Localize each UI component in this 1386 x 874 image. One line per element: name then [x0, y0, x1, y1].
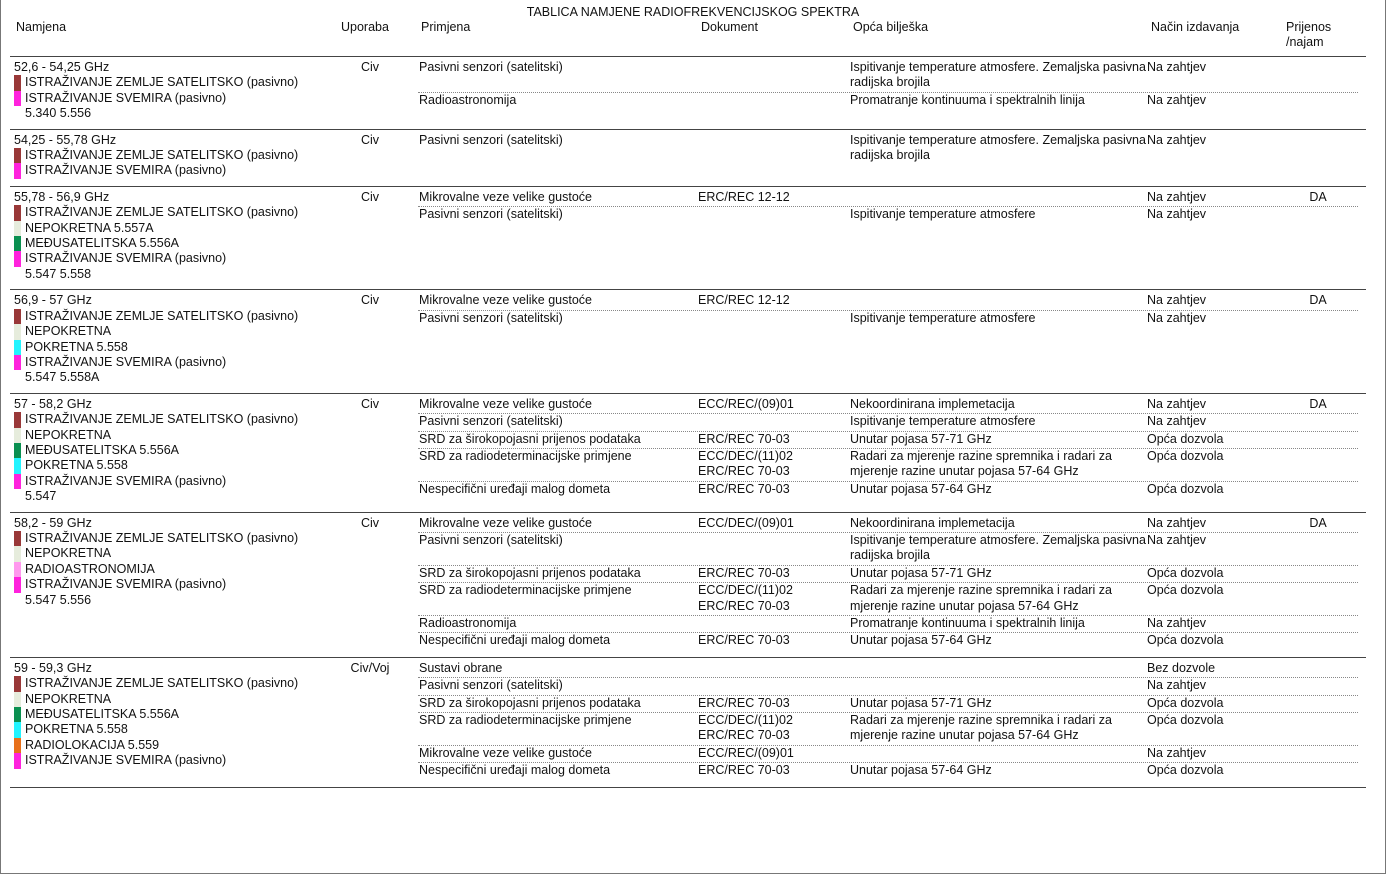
uporaba-value: Civ — [360, 189, 380, 204]
service-label: ISTRAŽIVANJE SVEMIRA (pasivno) — [25, 354, 227, 369]
application-row — [418, 533, 1358, 566]
primjena-cell: Nespecifični uređaji malog dometa — [419, 481, 611, 496]
application-row — [418, 661, 1358, 678]
application-row — [418, 449, 1358, 482]
prijenos-cell — [1285, 661, 1351, 676]
namjena-cell — [10, 293, 408, 385]
service-label: ISTRAŽIVANJE SVEMIRA (pasivno) — [25, 473, 227, 488]
primjena-cell: SRD za širokopojasni prijenos podataka — [419, 565, 641, 580]
biljeska-cell: Ispitivanje temperature atmosfere — [850, 207, 1036, 222]
service-label: ISTRAŽIVANJE ZEMLJE SATELITSKO (pasivno) — [25, 308, 299, 323]
dokument-cell — [698, 616, 850, 631]
service-item — [10, 221, 408, 236]
service-item — [10, 75, 408, 90]
service-label: RADIOASTRONOMIJA — [25, 561, 155, 576]
service-color-swatch — [14, 676, 21, 691]
primjena-cell: Pasivni senzori (satelitski) — [419, 310, 563, 325]
footnote-refs: 5.547 5.558 — [25, 266, 92, 281]
dokument-cell: ERC/REC 70-03 — [698, 633, 790, 648]
header-namjena: Namjena — [16, 20, 67, 34]
application-rows — [418, 661, 1358, 780]
prijenos-cell — [1285, 60, 1351, 91]
service-color-swatch — [14, 753, 21, 768]
application-rows — [418, 516, 1358, 650]
primjena-cell: Pasivni senzori (satelitski) — [419, 532, 563, 547]
prijenos-cell — [1285, 533, 1351, 564]
biljeska-cell: Radari za mjerenje razine spremnika i radari za mjerenje razine unutar pojasa 57-64 GHz — [850, 713, 1112, 743]
service-item — [10, 562, 408, 577]
nacin-izdavanja-cell: Na zahtjev — [1147, 678, 1207, 693]
service-item — [10, 412, 408, 427]
service-color-swatch — [14, 251, 21, 266]
allocation-table — [10, 57, 1366, 788]
primjena-cell: SRD za širokopojasni prijenos podataka — [419, 431, 641, 446]
biljeska-cell: Ispitivanje temperature atmosfere — [850, 310, 1036, 325]
dokument-cell: ECC/DEC/(11)02 ERC/REC 70-03 — [698, 713, 793, 743]
service-color-swatch — [14, 562, 21, 577]
nacin-izdavanja-cell: Opća dozvola — [1147, 633, 1224, 648]
biljeska-cell: Ispitivanje temperature atmosfere. Zemaljska pasivna radijska brojila — [850, 532, 1146, 563]
nacin-izdavanja-cell: Opća dozvola — [1147, 481, 1224, 496]
application-row — [418, 414, 1358, 431]
nacin-izdavanja-cell: Na zahtjev — [1147, 745, 1207, 760]
application-rows — [418, 293, 1358, 385]
dokument-cell — [698, 678, 850, 693]
dokument-cell: ECC/REC/(09)01 — [698, 396, 794, 411]
primjena-cell: Pasivni senzori (satelitski) — [419, 678, 563, 693]
primjena-cell: Mikrovalne veze velike gustoće — [419, 745, 592, 760]
service-label: ISTRAŽIVANJE SVEMIRA (pasivno) — [25, 753, 227, 768]
band-group — [10, 130, 1366, 187]
biljeska-cell: Unutar pojasa 57-64 GHz — [850, 481, 992, 496]
primjena-cell: Mikrovalne veze velike gustoće — [419, 293, 592, 308]
service-item — [10, 474, 408, 489]
header-opca-biljeska: Opća bilješka — [853, 20, 929, 34]
primjena-cell: SRD za širokopojasni prijenos podataka — [419, 695, 641, 710]
frequency-band: 52,6 - 54,25 GHz — [14, 60, 110, 74]
band-group — [10, 290, 1366, 393]
service-color-swatch — [14, 221, 21, 236]
prijenos-cell — [1285, 432, 1351, 447]
service-color-swatch — [14, 443, 21, 458]
service-item — [10, 205, 408, 220]
service-color-swatch — [14, 474, 21, 489]
band-group — [10, 57, 1366, 130]
application-row — [418, 397, 1358, 414]
primjena-cell: Nespecifični uređaji malog dometa — [419, 763, 611, 778]
service-color-swatch — [14, 148, 21, 163]
uporaba-value: Civ — [360, 60, 380, 74]
service-color-swatch — [14, 324, 21, 339]
primjena-cell: SRD za radiodeterminacijske primjene — [419, 583, 632, 598]
biljeska-cell: Ispitivanje temperature atmosfere — [850, 414, 1036, 429]
frequency-band: 55,78 - 56,9 GHz — [14, 189, 110, 204]
frequency-band: 54,25 - 55,78 GHz — [14, 132, 117, 147]
application-rows — [418, 190, 1358, 282]
biljeska-cell — [850, 746, 1147, 761]
service-item — [10, 355, 408, 370]
service-color-swatch — [14, 577, 21, 592]
application-row — [418, 696, 1358, 713]
application-row — [418, 633, 1358, 649]
dokument-cell — [698, 311, 850, 326]
service-label: ISTRAŽIVANJE ZEMLJE SATELITSKO (pasivno) — [25, 676, 299, 691]
prijenos-cell — [1285, 207, 1351, 222]
service-item — [10, 676, 408, 691]
service-item — [10, 577, 408, 592]
service-label: NEPOKRETNA — [25, 546, 112, 561]
prijenos-cell — [1285, 633, 1351, 648]
prijenos-cell: DA — [1309, 515, 1327, 530]
dokument-cell: ERC/REC 70-03 — [698, 565, 790, 580]
nacin-izdavanja-cell: Na zahtjev — [1147, 60, 1207, 74]
band-group — [10, 394, 1366, 513]
service-label: POKRETNA 5.558 — [25, 339, 128, 354]
nacin-izdavanja-cell: Na zahtjev — [1147, 532, 1207, 547]
service-label: ISTRAŽIVANJE SVEMIRA (pasivno) — [25, 163, 227, 178]
service-color-swatch — [14, 707, 21, 722]
service-item — [10, 91, 408, 106]
service-label: NEPOKRETNA — [25, 427, 112, 442]
prijenos-cell: DA — [1309, 189, 1327, 204]
biljeska-cell — [850, 190, 1147, 205]
prijenos-cell — [1285, 566, 1351, 581]
prijenos-cell — [1285, 93, 1351, 108]
prijenos-cell — [1285, 311, 1351, 326]
application-rows — [418, 60, 1358, 122]
header-prijenos-najam: Prijenos /najam — [1286, 20, 1332, 49]
prijenos-cell — [1285, 763, 1351, 778]
application-row — [418, 293, 1358, 310]
service-label: POKRETNA 5.558 — [25, 722, 128, 737]
service-color-swatch — [14, 309, 21, 324]
dokument-cell — [698, 661, 850, 676]
biljeska-cell: Unutar pojasa 57-71 GHz — [850, 431, 992, 446]
service-item — [10, 443, 408, 458]
dokument-cell: ERC/REC 12-12 — [698, 293, 790, 308]
service-item — [10, 458, 408, 473]
uporaba-value: Civ — [360, 515, 380, 530]
dokument-cell — [698, 133, 850, 164]
primjena-cell: Radioastronomija — [419, 92, 517, 107]
uporaba-value: Civ — [360, 293, 380, 308]
service-item — [10, 148, 408, 163]
application-row — [418, 746, 1358, 763]
biljeska-cell: Ispitivanje temperature atmosfere. Zemaljska pasivna radijska brojila — [850, 60, 1146, 90]
biljeska-cell: Unutar pojasa 57-64 GHz — [850, 763, 992, 778]
biljeska-cell: Unutar pojasa 57-71 GHz — [850, 695, 992, 710]
service-item — [10, 753, 408, 768]
application-row — [418, 763, 1358, 779]
namjena-cell — [10, 60, 408, 122]
namjena-cell — [10, 516, 408, 650]
service-color-swatch — [14, 236, 21, 251]
biljeska-cell: Radari za mjerenje razine spremnika i radari za mjerenje razine unutar pojasa 57-64 GHz — [850, 583, 1112, 613]
service-item — [10, 531, 408, 546]
application-row — [418, 678, 1358, 695]
prijenos-cell — [1285, 616, 1351, 631]
band-group — [10, 513, 1366, 658]
service-label: ISTRAŽIVANJE ZEMLJE SATELITSKO (pasivno) — [25, 205, 299, 220]
namjena-cell — [10, 190, 408, 282]
service-color-swatch — [14, 412, 21, 427]
primjena-cell: Radioastronomija — [419, 616, 517, 630]
nacin-izdavanja-cell: Opća dozvola — [1147, 713, 1224, 728]
dokument-cell — [698, 93, 850, 108]
nacin-izdavanja-cell: Opća dozvola — [1147, 763, 1224, 778]
footnote-refs: 5.547 5.558A — [25, 370, 100, 385]
dokument-cell: ECC/REC/(09)01 — [698, 745, 794, 760]
nacin-izdavanja-cell: Opća dozvola — [1147, 565, 1224, 580]
service-item — [10, 251, 408, 266]
prijenos-cell — [1285, 414, 1351, 429]
application-row — [418, 516, 1358, 533]
prijenos-cell — [1285, 133, 1351, 164]
namjena-cell — [10, 661, 408, 780]
nacin-izdavanja-cell: Na zahtjev — [1147, 189, 1207, 204]
prijenos-cell — [1285, 449, 1351, 480]
service-label: ISTRAŽIVANJE SVEMIRA (pasivno) — [25, 577, 227, 592]
biljeska-cell: Ispitivanje temperature atmosfere. Zemaljska pasivna radijska brojila — [850, 132, 1146, 163]
biljeska-cell: Unutar pojasa 57-71 GHz — [850, 565, 992, 580]
primjena-cell: Nespecifični uređaji malog dometa — [419, 633, 611, 648]
application-row — [418, 190, 1358, 207]
biljeska-cell — [850, 678, 1147, 693]
nacin-izdavanja-cell: Opća dozvola — [1147, 448, 1224, 463]
service-label: ISTRAŽIVANJE SVEMIRA (pasivno) — [25, 90, 227, 105]
uporaba-value: Civ — [360, 396, 380, 411]
biljeska-cell: Nekoordinirana implemetacija — [850, 396, 1015, 411]
primjena-cell: Pasivni senzori (satelitski) — [419, 132, 563, 147]
service-label: NEPOKRETNA 5.557A — [25, 220, 154, 235]
dokument-cell: ERC/REC 70-03 — [698, 481, 790, 496]
dokument-cell: ERC/REC 70-03 — [698, 695, 790, 710]
service-label: MEĐUSATELITSKA 5.556A — [25, 236, 179, 251]
service-item — [10, 738, 408, 753]
service-color-swatch — [14, 458, 21, 473]
application-row — [418, 60, 1358, 93]
nacin-izdavanja-cell: Na zahtjev — [1147, 207, 1207, 222]
biljeska-cell: Promatranje kontinuuma i spektralnih linija — [850, 92, 1085, 107]
biljeska-cell: Unutar pojasa 57-64 GHz — [850, 633, 992, 648]
service-color-swatch — [14, 163, 21, 178]
nacin-izdavanja-cell: Na zahtjev — [1147, 310, 1207, 325]
dokument-cell — [698, 60, 850, 91]
dokument-cell: ERC/REC 70-03 — [698, 431, 790, 446]
service-label: MEĐUSATELITSKA 5.556A — [25, 707, 179, 722]
biljeska-cell: Nekoordinirana implemetacija — [850, 515, 1015, 530]
application-row — [418, 207, 1358, 223]
biljeska-cell: Radari za mjerenje razine spremnika i radari za mjerenje razine unutar pojasa 57-64 GHz — [850, 448, 1112, 479]
service-label: ISTRAŽIVANJE SVEMIRA (pasivno) — [25, 251, 227, 266]
service-color-swatch — [14, 91, 21, 106]
prijenos-cell: DA — [1309, 293, 1327, 308]
service-item — [10, 707, 408, 722]
application-row — [418, 133, 1358, 165]
biljeska-cell — [850, 293, 1147, 308]
header-primjena: Primjena — [421, 20, 471, 34]
service-label: MEĐUSATELITSKA 5.556A — [25, 442, 179, 457]
service-color-swatch — [14, 692, 21, 707]
service-item — [10, 163, 408, 178]
frequency-band: 58,2 - 59 GHz — [14, 515, 92, 530]
prijenos-cell: DA — [1309, 396, 1327, 411]
service-color-swatch — [14, 546, 21, 561]
service-item — [10, 309, 408, 324]
nacin-izdavanja-cell: Opća dozvola — [1147, 583, 1224, 598]
band-group — [10, 658, 1366, 788]
header-dokument: Dokument — [701, 20, 758, 34]
prijenos-cell — [1285, 713, 1351, 744]
nacin-izdavanja-cell: Na zahtjev — [1147, 616, 1207, 630]
primjena-cell: SRD za radiodeterminacijske primjene — [419, 713, 632, 728]
primjena-cell: Pasivni senzori (satelitski) — [419, 414, 563, 429]
application-row — [418, 93, 1358, 109]
header-uporaba: Uporaba — [341, 20, 389, 34]
dokument-cell: ERC/REC 70-03 — [698, 763, 790, 778]
band-group — [10, 187, 1366, 290]
dokument-cell: ECC/DEC/(11)02 ERC/REC 70-03 — [698, 583, 793, 613]
uporaba-value: Civ — [360, 132, 380, 147]
nacin-izdavanja-cell: Bez dozvole — [1147, 660, 1216, 675]
dokument-cell — [698, 533, 850, 564]
frequency-band: 56,9 - 57 GHz — [14, 293, 92, 308]
service-color-swatch — [14, 205, 21, 220]
application-rows — [418, 397, 1358, 505]
nacin-izdavanja-cell: Opća dozvola — [1147, 695, 1224, 710]
nacin-izdavanja-cell: Na zahtjev — [1147, 92, 1207, 107]
application-row — [418, 482, 1358, 498]
frequency-band: 59 - 59,3 GHz — [14, 660, 92, 675]
service-color-swatch — [14, 531, 21, 546]
primjena-cell: SRD za radiodeterminacijske primjene — [419, 448, 632, 463]
nacin-izdavanja-cell: Opća dozvola — [1147, 431, 1224, 446]
biljeska-cell — [850, 661, 1147, 676]
service-color-swatch — [14, 428, 21, 443]
dokument-cell: ECC/DEC/(11)02 ERC/REC 70-03 — [698, 448, 793, 479]
service-label: NEPOKRETNA — [25, 691, 112, 706]
primjena-cell: Sustavi obrane — [419, 660, 503, 675]
service-label: ISTRAŽIVANJE ZEMLJE SATELITSKO (pasivno) — [25, 148, 299, 163]
primjena-cell: Pasivni senzori (satelitski) — [419, 60, 563, 74]
service-item — [10, 692, 408, 707]
service-item — [10, 428, 408, 443]
application-row — [418, 583, 1358, 616]
service-item — [10, 324, 408, 339]
namjena-cell — [10, 397, 408, 505]
footnote-refs: 5.547 5.556 — [25, 592, 92, 607]
service-item — [10, 546, 408, 561]
nacin-izdavanja-cell: Na zahtjev — [1147, 414, 1207, 429]
service-label: ISTRAŽIVANJE ZEMLJE SATELITSKO (pasivno) — [25, 75, 299, 90]
dokument-cell: ERC/REC 12-12 — [698, 189, 790, 204]
primjena-cell: Mikrovalne veze velike gustoće — [419, 396, 592, 411]
application-row — [418, 311, 1358, 327]
service-color-swatch — [14, 722, 21, 737]
service-label: ISTRAŽIVANJE ZEMLJE SATELITSKO (pasivno) — [25, 530, 299, 545]
service-color-swatch — [14, 340, 21, 355]
application-row — [418, 432, 1358, 449]
footnote-refs: 5.547 — [25, 489, 57, 504]
primjena-cell: Mikrovalne veze velike gustoće — [419, 189, 592, 204]
application-row — [418, 566, 1358, 583]
application-rows — [418, 133, 1358, 179]
namjena-cell — [10, 133, 408, 179]
nacin-izdavanja-cell: Na zahtjev — [1147, 293, 1207, 308]
frequency-band: 57 - 58,2 GHz — [14, 396, 92, 411]
prijenos-cell — [1285, 482, 1351, 497]
footnote-refs: 5.340 5.556 — [25, 106, 92, 121]
service-color-swatch — [14, 75, 21, 90]
nacin-izdavanja-cell: Na zahtjev — [1147, 396, 1207, 411]
nacin-izdavanja-cell: Na zahtjev — [1147, 132, 1207, 147]
prijenos-cell — [1285, 583, 1351, 614]
biljeska-cell: Promatranje kontinuuma i spektralnih linija — [850, 616, 1085, 630]
prijenos-cell — [1285, 696, 1351, 711]
nacin-izdavanja-cell: Na zahtjev — [1147, 515, 1207, 530]
dokument-cell: ECC/DEC/(09)01 — [698, 515, 794, 530]
dokument-cell — [698, 414, 850, 429]
prijenos-cell — [1285, 678, 1351, 693]
application-row — [418, 616, 1358, 633]
table-title: TABLICA NAMJENE RADIOFREKVENCIJSKOG SPEKTRA — [526, 5, 860, 19]
service-label: RADIOLOKACIJA 5.559 — [25, 737, 160, 752]
service-label: ISTRAŽIVANJE ZEMLJE SATELITSKO (pasivno) — [25, 412, 299, 427]
dokument-cell — [698, 207, 850, 222]
header-nacin-izdavanja: Način izdavanja — [1151, 20, 1240, 34]
prijenos-cell — [1285, 746, 1351, 761]
application-row — [418, 713, 1358, 746]
service-label: POKRETNA 5.558 — [25, 458, 128, 473]
service-item — [10, 340, 408, 355]
primjena-cell: Pasivni senzori (satelitski) — [419, 207, 563, 222]
primjena-cell: Mikrovalne veze velike gustoće — [419, 515, 592, 530]
service-color-swatch — [14, 355, 21, 370]
service-color-swatch — [14, 738, 21, 753]
service-item — [10, 236, 408, 251]
service-label: NEPOKRETNA — [25, 324, 112, 339]
service-item — [10, 722, 408, 737]
uporaba-value: Civ/Voj — [350, 660, 390, 675]
